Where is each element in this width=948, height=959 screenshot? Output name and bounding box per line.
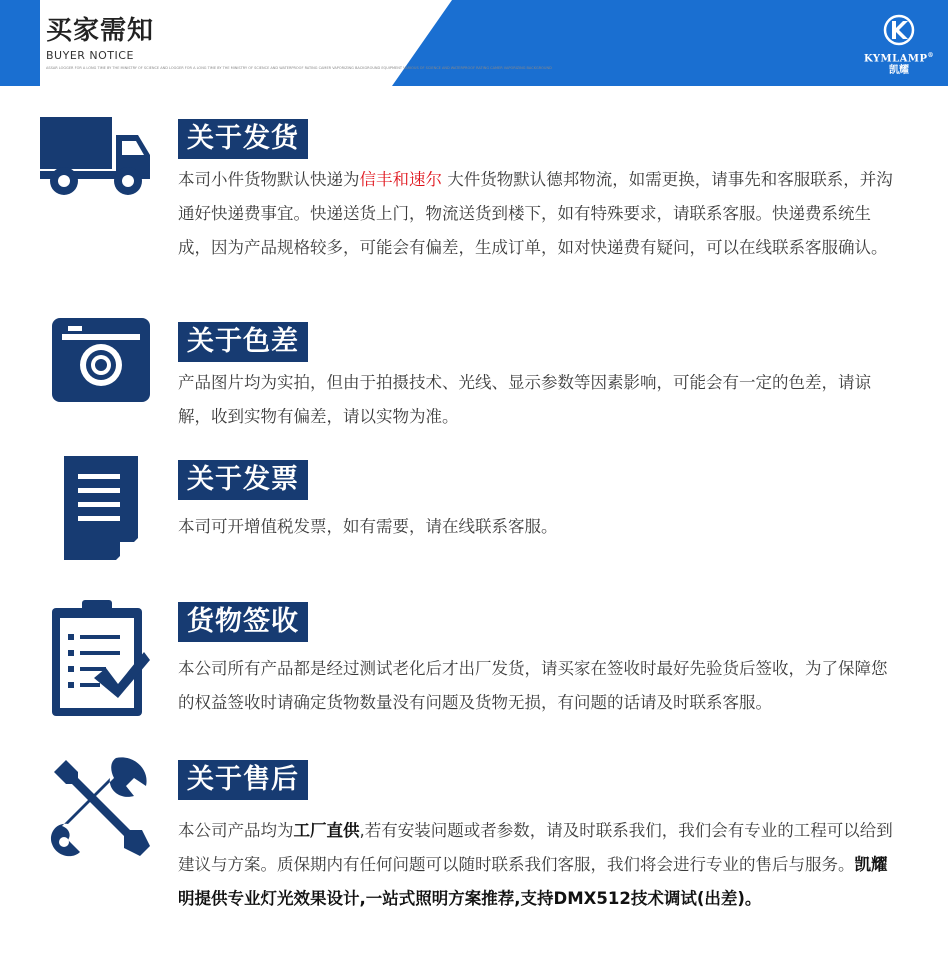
logo-text-cn: 凯耀 bbox=[889, 65, 909, 77]
section-text: 本公司所有产品都是经过测试老化后才出厂发货，请买家在签收时最好先验货后签收，为了保障您的权益签收时请确定货物数量没有问题及货物无损，有问题的话请及时联系客服。 bbox=[178, 659, 888, 712]
section-body bbox=[178, 163, 896, 265]
page-title: 买家需知 bbox=[46, 16, 155, 46]
truck-icon bbox=[40, 115, 152, 197]
service-highlight: 凯耀明提供专业灯光效果设计,一站式照明方案推荐,支持DMX512技术调试(出差)。 bbox=[178, 855, 888, 908]
clipboard-check-icon bbox=[52, 598, 150, 716]
camera-icon bbox=[52, 318, 150, 402]
section-title: 关于发货 bbox=[178, 119, 308, 159]
section-text: 本公司产品均为 bbox=[178, 821, 294, 840]
header-left-stripe bbox=[0, 0, 40, 86]
page-subtitle: BUYER NOTICE bbox=[46, 49, 134, 62]
section-text: 大件货物默认德邦物流，如需更换，请事先和客服联系，并沟通好快递费事宜。快递送货上门，物流送货到楼下，如有特殊要求，请联系客服。快递费系统生成，因为产品规格较多，可能会有偏差，生成订单，如对快递费有疑问，可以在线联系客服确认。 bbox=[178, 170, 893, 257]
logo-registered-mark: ® bbox=[927, 52, 935, 59]
section-title: 关于发票 bbox=[178, 460, 308, 500]
brand-logo bbox=[864, 14, 934, 76]
section-text: ,若有安装问题或者参数，请及时联系我们，我们会有专业的工程可以给到建议与方案。质保期内有任何问题可以随时联系我们客服，我们将会进行专业的售后与服务。 bbox=[178, 821, 893, 874]
document-icon bbox=[64, 456, 138, 560]
section-text: 产品图片均为实拍，但由于拍摄技术、光线、显示参数等因素影响，可能会有一定的色差，请谅解，收到实物有偏差，请以实物为准。 bbox=[178, 373, 871, 426]
section-title: 关于售后 bbox=[178, 760, 308, 800]
header-fine-print: ASSAR LOGGER FOR A LONG TIME BY THE MINISTRY OF SCIENCE AND LOGGER FOR A LONG TIME BY THE MINISTRY OF SCIENCE AND WATERPROOF RATING CAMER VAPORIZING BACKGROUND EQUIPMENT VARIOUS OF SCIENCE AND WATERPROOF RATING CAMER VAPORIZING BACKGROUND bbox=[46, 66, 552, 70]
courier-highlight: 信丰和速尔 bbox=[359, 170, 442, 189]
section-body bbox=[178, 814, 896, 916]
header-banner bbox=[0, 0, 948, 86]
kymlamp-logo-icon bbox=[883, 14, 915, 46]
section-title: 货物签收 bbox=[178, 602, 308, 642]
section-title: 关于色差 bbox=[178, 322, 308, 362]
section-text: 本司小件货物默认快递为 bbox=[178, 170, 360, 189]
wrench-screwdriver-icon bbox=[50, 756, 154, 860]
section-text: 本司可开增值税发票，如有需要，请在线联系客服。 bbox=[178, 517, 558, 536]
factory-direct-highlight: 工厂直供 bbox=[293, 821, 360, 840]
logo-text-en: KYMLAMP bbox=[864, 53, 928, 65]
